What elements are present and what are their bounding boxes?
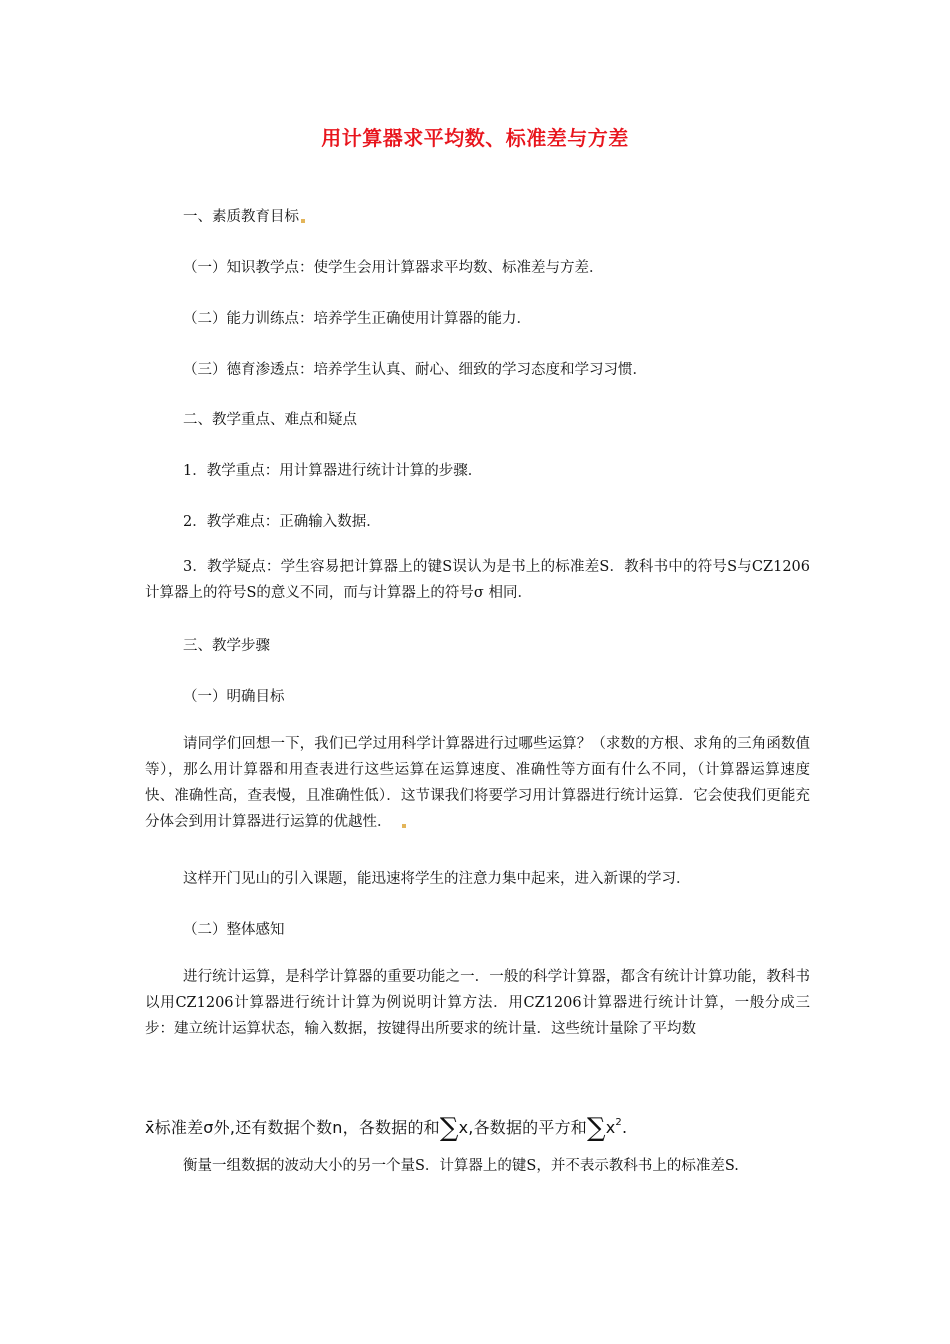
- section-heading-goals: [183, 207, 305, 227]
- subheading-clear-goal: （一）明确目标: [183, 689, 285, 705]
- doubt-point: 3．教学疑点：学生容易把计算器上的键S误认为是书上的标准差S．教科书中的符号S与CZ1206计算器上的符号S的意义不同，而与计算器上的符号σ 相同．: [145, 559, 810, 601]
- paragraph-recall-text: 请同学们回想一下，我们已学过用科学计算器进行过哪些运算？（求数的方根、求角的三角函数值等），那么用计算器和用查表进行这些运算在运算速度、准确性等方面有什么不同，（计算器运算速度快、准确性高，查表慢，且准确性低）．这节课我们将要学习用计算器进行统计运算．它会使我们更能充分体会到用计算器进行运算的优越性．: [145, 736, 810, 830]
- paragraph-measure: 衡量一组数据的波动大小的另一个量S．计算器上的键S，并不表示教科书上的标准差S.: [183, 1158, 739, 1174]
- formula-xbar: x̄: [145, 1118, 155, 1137]
- section-heading-key-points: 二、教学重点、难点和疑点: [183, 412, 357, 428]
- difficult-point: 2．教学难点：正确输入数据．: [183, 514, 381, 530]
- formula-end: .: [621, 1118, 628, 1137]
- document-title: 用计算器求平均数、标准差与方差: [321, 126, 629, 150]
- section-heading-goals-text: 一、素质教育目标: [183, 209, 299, 225]
- sum-symbol: ∑: [439, 1113, 459, 1143]
- formula-part3: x: [605, 1118, 616, 1137]
- formula-part2: x,各数据的平方和: [458, 1118, 587, 1137]
- formula-line: [145, 1110, 627, 1141]
- formula-superscript: 2: [615, 1117, 622, 1128]
- formula-part1: 标准差σ外,还有数据个数n，各数据的和: [154, 1118, 440, 1137]
- paragraph-recall: [145, 731, 810, 835]
- goal-knowledge: （一）知识教学点：使学生会用计算器求平均数、标准差与方差．: [183, 260, 604, 276]
- marker-dot: [301, 219, 305, 223]
- paragraph-intro: 这样开门见山的引入课题，能迅速将学生的注意力集中起来，进入新课的学习．: [183, 871, 691, 887]
- key-point: 1．教学重点：用计算器进行统计计算的步骤．: [183, 463, 483, 479]
- goal-ability: （二）能力训练点：培养学生正确使用计算器的能力．: [183, 311, 531, 327]
- sum-symbol: ∑: [586, 1113, 606, 1143]
- section-heading-steps: 三、教学步骤: [183, 638, 270, 654]
- marker-dot: [402, 824, 406, 828]
- goal-moral: （三）德育渗透点：培养学生认真、耐心、细致的学习态度和学习习惯．: [183, 362, 647, 378]
- subheading-overall: （二）整体感知: [183, 922, 285, 938]
- paragraph-statistics: 进行统计运算，是科学计算器的重要功能之一．一般的科学计算器，都含有统计计算功能，教科书以用CZ1206计算器进行统计计算为例说明计算方法．用CZ1206计算器进行统计计算，一般分成三步：建立统计运算状态，输入数据，按键得出所要求的统计量．这些统计量除了平均数: [145, 969, 810, 1037]
